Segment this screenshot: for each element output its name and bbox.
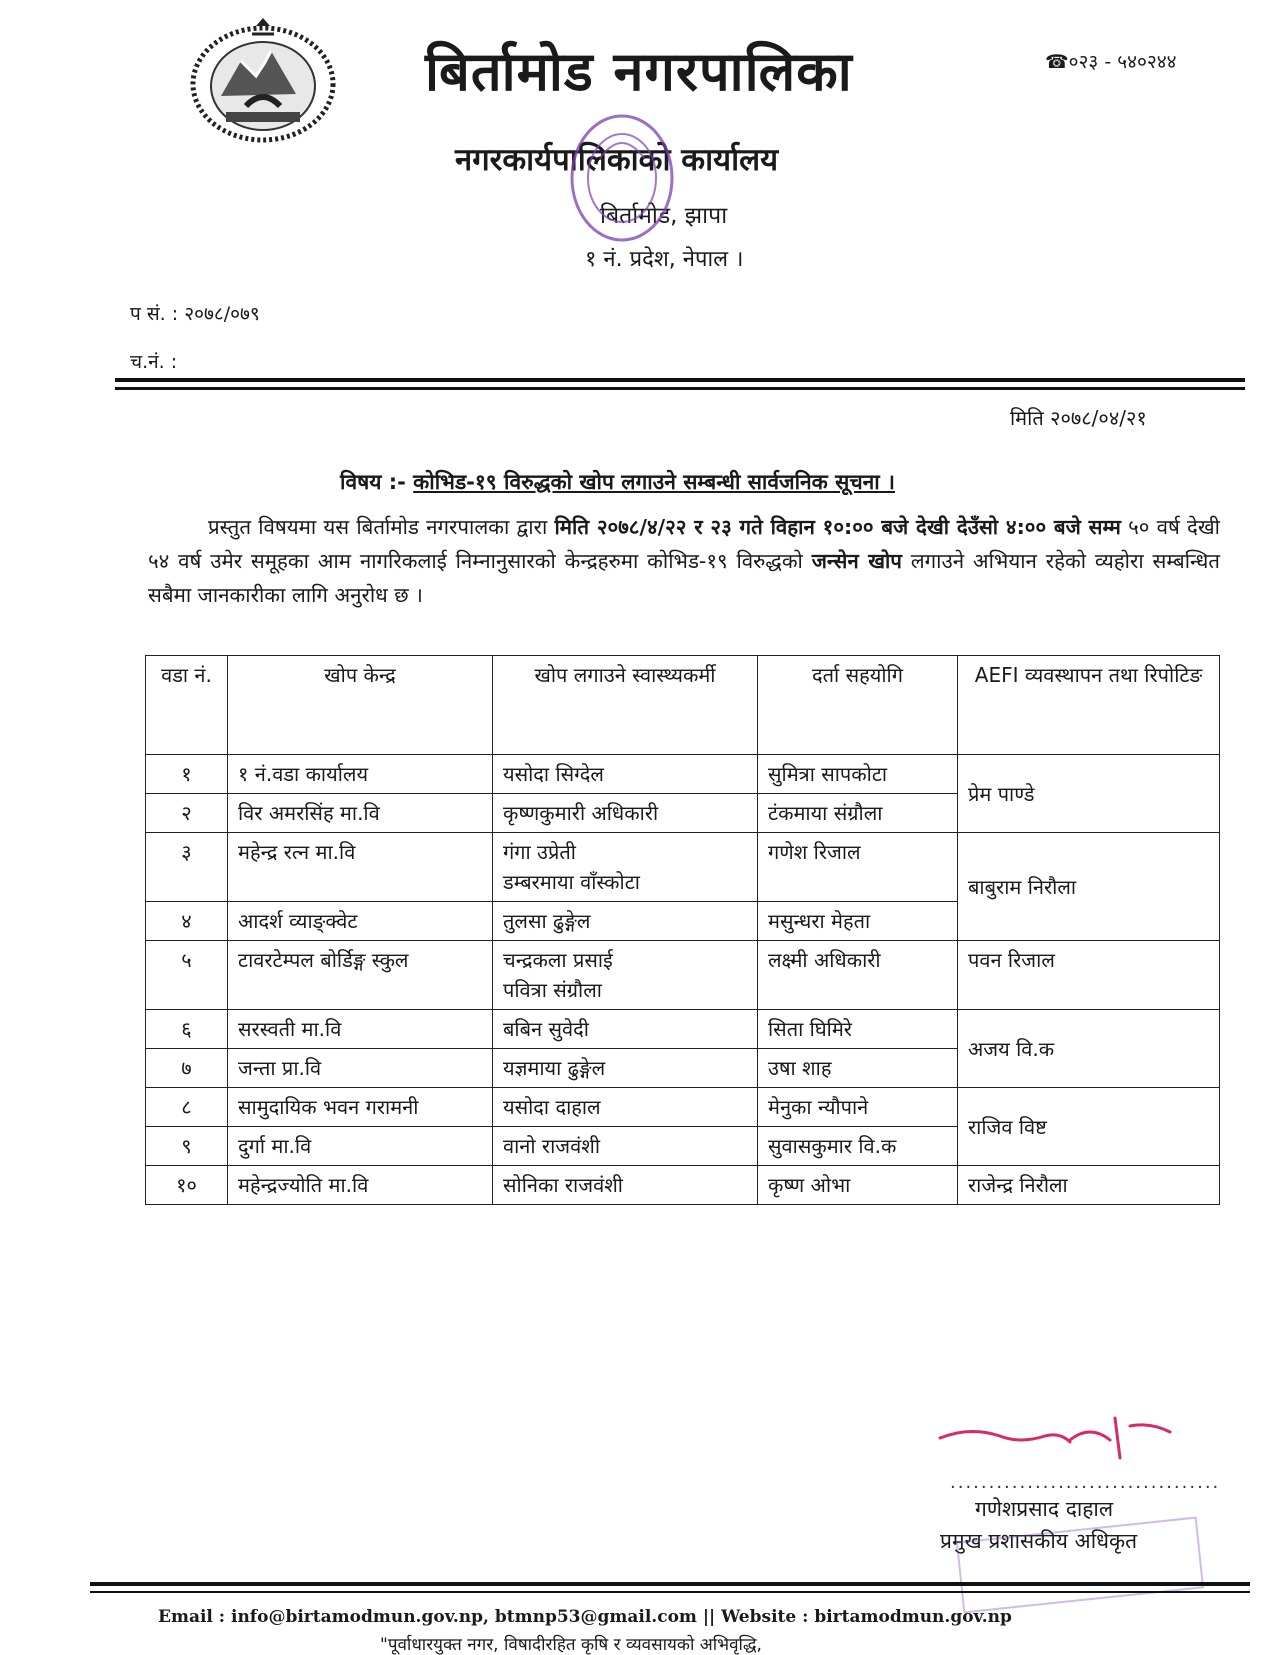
registrar: मेनुका न्यौपाने xyxy=(758,1088,958,1127)
aefi-contact: राजिव विष्ट xyxy=(958,1088,1220,1166)
office-province: १ नं. प्रदेश, नेपाल । xyxy=(585,247,744,272)
subject-text: कोभिड-१९ विरुद्धको खोप लगाउने सम्बन्धी सार्वजनिक सूचना । xyxy=(413,470,896,494)
body-text-1: प्रस्तुत विषयमा यस बिर्तामोड नगरपालका द्वारा xyxy=(208,515,555,539)
health-worker-name: गंगा उप्रेती xyxy=(503,840,576,864)
footer-contact: Email : info@birtamodmun.gov.np, btmnp53@gmail.com || Website : birtamodmun.gov.np xyxy=(158,1607,1012,1627)
ward-number: ६ xyxy=(146,1010,228,1049)
table-row xyxy=(146,941,1220,1010)
office-name: नगरकार्यपालिकाको कार्यालय xyxy=(455,142,779,178)
registrar: उषा शाह xyxy=(758,1049,958,1088)
vaccination-center: सामुदायिक भवन गरामनी xyxy=(228,1088,493,1127)
health-worker: यज्ञमाया ढुङ्गेल xyxy=(493,1049,758,1088)
signatory-name: गणेशप्रसाद दाहाल xyxy=(975,1497,1114,1521)
vaccination-center: विर अमरसिंह मा.वि xyxy=(228,794,493,833)
col-header-registrar: दर्ता सहयोगि xyxy=(758,656,958,755)
footer-slogan: "पूर्वाधारयुक्त नगर, विषादीरहित कृषि र व्यवसायको अभिवृद्धि, xyxy=(380,1635,762,1655)
col-header-center: खोप केन्द्र xyxy=(228,656,493,755)
signatory-title: प्रमुख प्रशासकीय अधिकृत xyxy=(940,1529,1138,1553)
vaccination-center: दुर्गा मा.वि xyxy=(228,1127,493,1166)
footer-divider-thin xyxy=(90,1591,1250,1593)
ward-number: ४ xyxy=(146,902,228,941)
registrar: मसुन्धरा मेहता xyxy=(758,902,958,941)
health-worker: यसोदा दाहाल xyxy=(493,1088,758,1127)
aefi-contact: राजेन्द्र निरौला xyxy=(958,1166,1220,1205)
col-header-ward: वडा नं. xyxy=(146,656,228,755)
signature-line: ................................... xyxy=(950,1472,1221,1493)
registrar: कृष्ण ओभा xyxy=(758,1166,958,1205)
health-worker-name: चन्द्रकला प्रसाई xyxy=(503,948,613,972)
ward-number: ३ xyxy=(146,833,228,902)
header-divider xyxy=(115,378,1245,382)
ward-number: ८ xyxy=(146,1088,228,1127)
health-worker: सोनिका राजवंशी xyxy=(493,1166,758,1205)
ward-number: ५ xyxy=(146,941,228,1010)
health-worker xyxy=(493,833,758,902)
telephone-icon: ☎ xyxy=(1045,51,1069,73)
registrar: लक्ष्मी अधिकारी xyxy=(758,941,958,1010)
registrar: सिता घिमिरे xyxy=(758,1010,958,1049)
body-date-time: मिति २०७८/४/२२ र २३ गते विहान १०:०० बजे देखी देउँसो ४:०० बजे सम्म xyxy=(554,515,1121,539)
office-stamp xyxy=(560,98,690,273)
registrar: गणेश रिजाल xyxy=(758,833,958,902)
health-worker: कृष्णकुमारी अधिकारी xyxy=(493,794,758,833)
body-vaccine-name: जन्सेन खोप xyxy=(811,549,902,573)
office-location: बिर्तामोड, झापा xyxy=(600,203,728,229)
notice-body xyxy=(148,510,1220,612)
health-worker-name: पवित्रा संग्रौला xyxy=(503,978,602,1002)
vaccination-center: टावरटेम्पल बोर्डिङ्ग स्कुल xyxy=(228,941,493,1010)
table-row xyxy=(146,833,1220,902)
health-worker: यसोदा सिग्देल xyxy=(493,755,758,794)
aefi-contact: प्रेम पाण्डे xyxy=(958,755,1220,833)
table-row xyxy=(146,1166,1220,1205)
dispatch-number: च.नं. : xyxy=(130,351,178,373)
ward-number: ९ xyxy=(146,1127,228,1166)
vaccination-center: १ नं.वडा कार्यालय xyxy=(228,755,493,794)
body-text-3: लगाउने अभियान रहेको व्यहोरा सम्बन्धित सबैमा जानकारीका लागि अनुरोध छ । xyxy=(148,549,1220,607)
subject-label: विषय :- xyxy=(340,470,406,494)
table-row xyxy=(146,1088,1220,1127)
registrar: सुवासकुमार वि.क xyxy=(758,1127,958,1166)
aefi-contact: अजय वि.क xyxy=(958,1010,1220,1088)
health-worker: बबिन सुवेदी xyxy=(493,1010,758,1049)
vaccination-centers-table xyxy=(145,655,1220,1205)
ward-number: ७ xyxy=(146,1049,228,1088)
aefi-contact: पवन रिजाल xyxy=(958,941,1220,1010)
col-header-health-worker: खोप लगाउने स्वास्थ्यकर्मी xyxy=(493,656,758,755)
nepal-emblem-logo xyxy=(186,16,341,146)
aefi-contact: बाबुराम निरौला xyxy=(958,833,1220,941)
table-header-row xyxy=(146,656,1220,755)
col-header-aefi: AEFI व्यवस्थापन तथा रिपोटिङ xyxy=(958,656,1220,755)
registrar: टंकमाया संग्रौला xyxy=(758,794,958,833)
table-row xyxy=(146,1010,1220,1049)
ward-number: १० xyxy=(146,1166,228,1205)
body-text-2: ५० वर्ष देखी ५४ वर्ष उमेर समूहका आम नागरिकलाई निम्नानुसारको केन्द्रहरुमा कोभिड-१९ विरुद्धको xyxy=(148,515,1220,573)
vaccination-center: सरस्वती मा.वि xyxy=(228,1010,493,1049)
vaccination-center: महेन्द्र रत्न मा.वि xyxy=(228,833,493,902)
table-row xyxy=(146,755,1220,794)
header-divider-thin xyxy=(115,387,1245,390)
health-worker xyxy=(493,941,758,1010)
health-worker: तुलसा ढुङ्गेल xyxy=(493,902,758,941)
ward-number: १ xyxy=(146,755,228,794)
health-worker: वानो राजवंशी xyxy=(493,1127,758,1166)
handwritten-signature xyxy=(930,1408,1190,1468)
vaccination-center: महेन्द्रज्योति मा.वि xyxy=(228,1166,493,1205)
registrar: सुमित्रा सापकोटा xyxy=(758,755,958,794)
ward-number: २ xyxy=(146,794,228,833)
health-worker-name: डम्बरमाया वाँस्कोटा xyxy=(503,870,640,894)
municipality-name: बिर्तामोड नगरपालिका xyxy=(425,40,853,103)
footer-divider xyxy=(90,1582,1250,1586)
officer-stamp xyxy=(950,1500,1210,1620)
phone-number: ☎०२३ - ५४०२४४ xyxy=(1045,51,1177,73)
reference-number: प सं. : २०७८/०७९ xyxy=(130,303,260,325)
vaccination-center: आदर्श व्याङ्क्वेट xyxy=(228,902,493,941)
notice-subject xyxy=(340,468,895,496)
notice-date: मिति २०७८/०४/२१ xyxy=(1010,406,1147,430)
vaccination-center: जन्ता प्रा.वि xyxy=(228,1049,493,1088)
